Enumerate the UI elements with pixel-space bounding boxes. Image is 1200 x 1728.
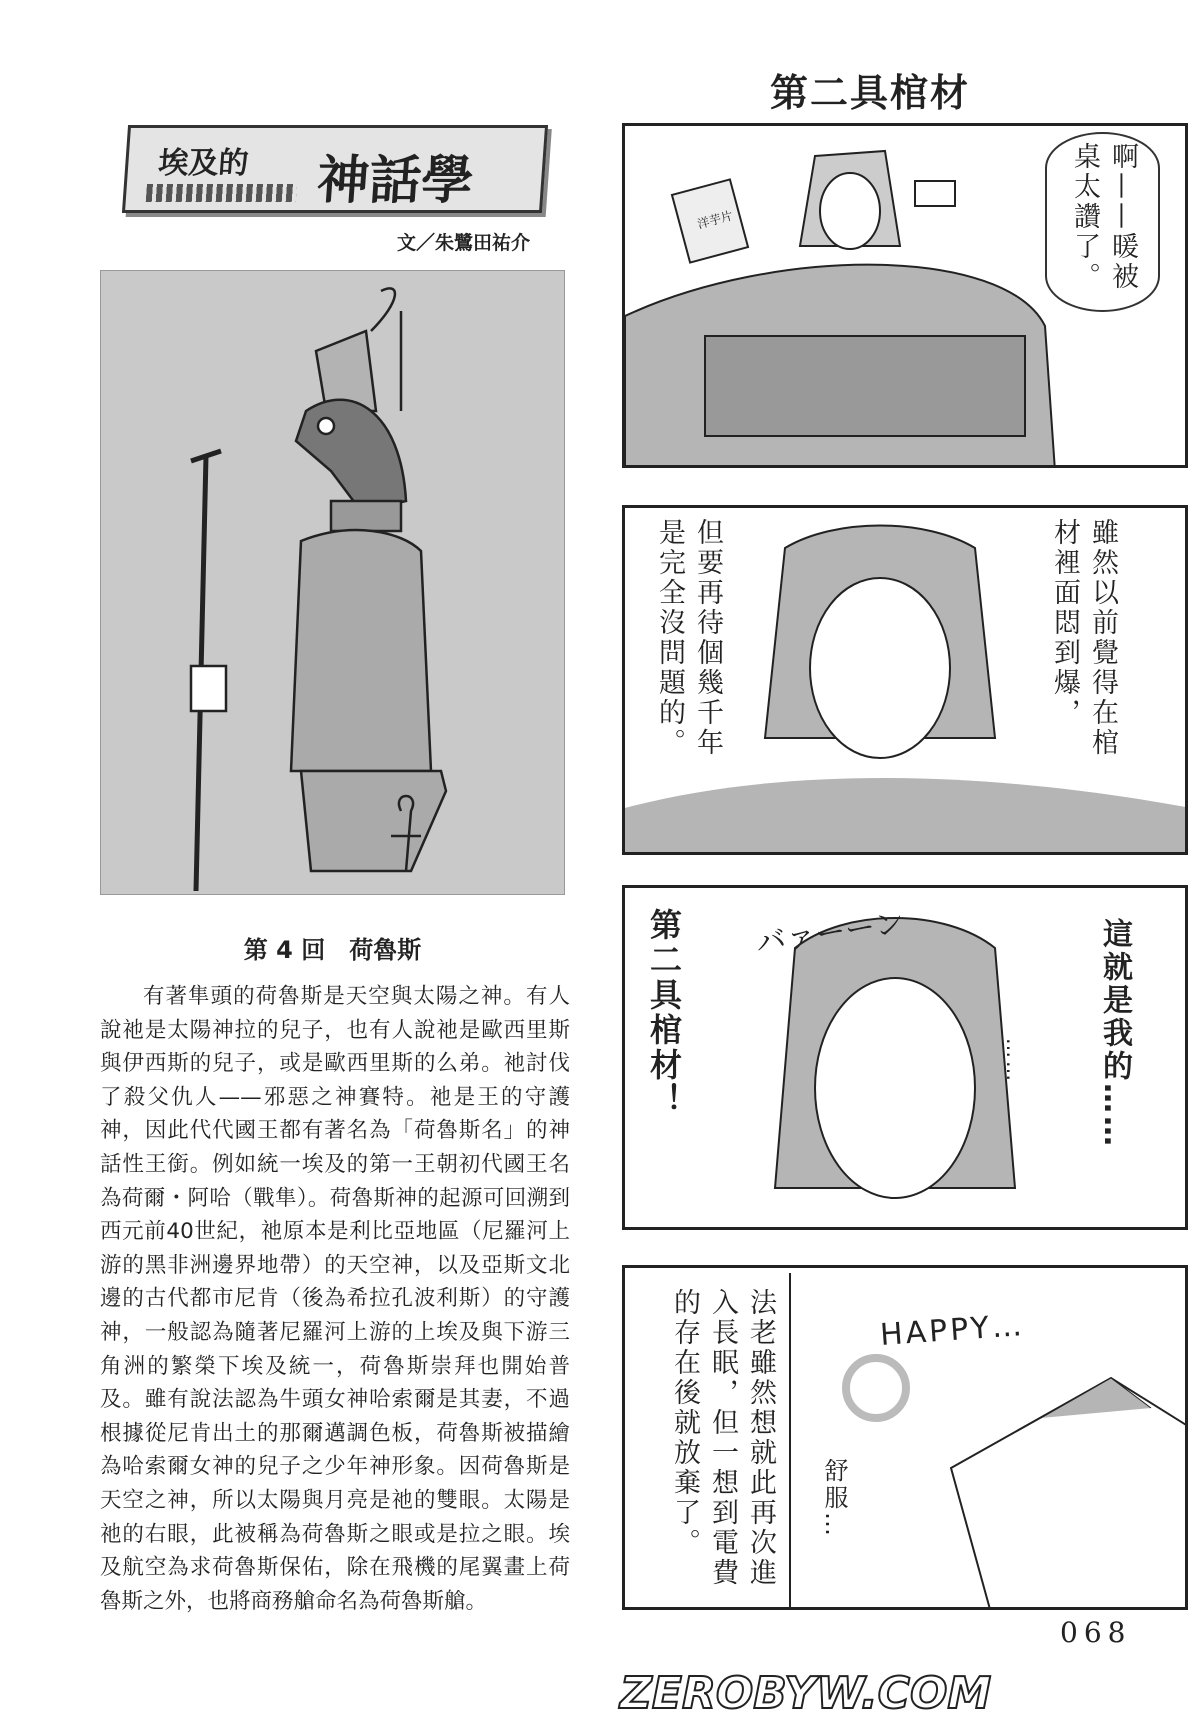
horus-figure-icon <box>101 271 566 896</box>
comic-panel-3 <box>622 885 1188 1230</box>
horus-illustration <box>100 270 565 895</box>
speech-line: 但要再待個幾千年 <box>692 518 723 758</box>
column-header <box>122 125 548 213</box>
speech-line: 啊——暖被 <box>1107 142 1138 292</box>
article-body <box>100 980 570 1618</box>
narration-text <box>665 1288 779 1588</box>
speech-text-right: 這就是我的…… <box>1097 918 1132 1149</box>
ellipsis-text: …… <box>1002 1038 1026 1084</box>
page-number: 068 <box>1060 1616 1132 1649</box>
speech-line: 材裡面悶到爆， <box>1049 518 1080 728</box>
happy-sound-effect: HAPPY… <box>878 1307 1026 1354</box>
byline: 文／朱鷺田祐介 <box>396 232 530 254</box>
comic-panel-1 <box>622 123 1188 468</box>
speech-line: 桌太讚了。 <box>1069 142 1100 292</box>
speech-line: 雖然以前覺得在棺 <box>1087 518 1118 758</box>
narration-line: 入長眠，但一想到電費 <box>707 1288 738 1588</box>
speech-line: 是完全沒問題的。 <box>654 518 685 758</box>
speech-text-left <box>650 518 726 758</box>
sound-effect: バァーーン <box>753 905 907 962</box>
speech-text: 舒服… <box>820 1458 848 1539</box>
header-small-text: 埃及的 <box>157 146 250 181</box>
comic-panel-2 <box>622 505 1188 855</box>
comic-panel-4 <box>622 1265 1188 1610</box>
narration-line: 的存在後就放棄了。 <box>669 1288 700 1558</box>
article-heading: 第 4 回 荷魯斯 <box>243 936 422 964</box>
watermark: ZEROBYW.COM <box>620 1668 992 1719</box>
hieroglyph-decoration <box>146 184 297 202</box>
speech-text <box>1065 142 1141 292</box>
comic-title: 第二具棺材 <box>769 71 970 115</box>
narration-line: 法老雖然想就此再次進 <box>745 1288 776 1588</box>
speech-text-right <box>1045 518 1121 758</box>
article-paragraph: 有著隼頭的荷魯斯是天空與太陽之神。有人說祂是太陽神拉的兒子，也有人說祂是歐西里斯與伊西斯的兒子，或是歐西里斯的么弟。祂討伐了殺父仇人——邪惡之神賽特。祂是王的守護神，因此代代國王都有著名為「荷魯斯名」的神話性王銜。例如統一埃及的第一王朝初代國王名為荷爾・阿哈（戰隼）。荷魯斯神的起源可回溯到西元前40世紀，祂原本是利比亞地區（尼羅河上游的黑非洲邊界地帶）的天空神，以及亞斯文北邊的古代都市尼肯（後為希拉孔波利斯）的守護神，一般認為隨著尼羅河上游的上埃及與下游三角洲的繁榮下埃及統一，荷魯斯崇拜也開始普及。雖有說法認為牛頭女神哈索爾是其妻，不過根據從尼肯出土的那爾邁調色板，荷魯斯被描繪為哈索爾女神的兒子之少年神形象。因荷魯斯是天空之神，所以太陽與月亮是祂的雙眼。太陽是祂的右眼，此被稱為荷魯斯之眼或是拉之眼。埃及航空為求荷魯斯保佑，除在飛機的尾翼畫上荷魯斯之外，也將商務艙命名為荷魯斯艙。 <box>100 984 570 1614</box>
header-big-text: 神話學 <box>315 151 476 211</box>
chip-bag-label: 洋芋片 <box>695 208 735 232</box>
speech-text-left: 第二具棺材！ <box>645 908 683 1118</box>
